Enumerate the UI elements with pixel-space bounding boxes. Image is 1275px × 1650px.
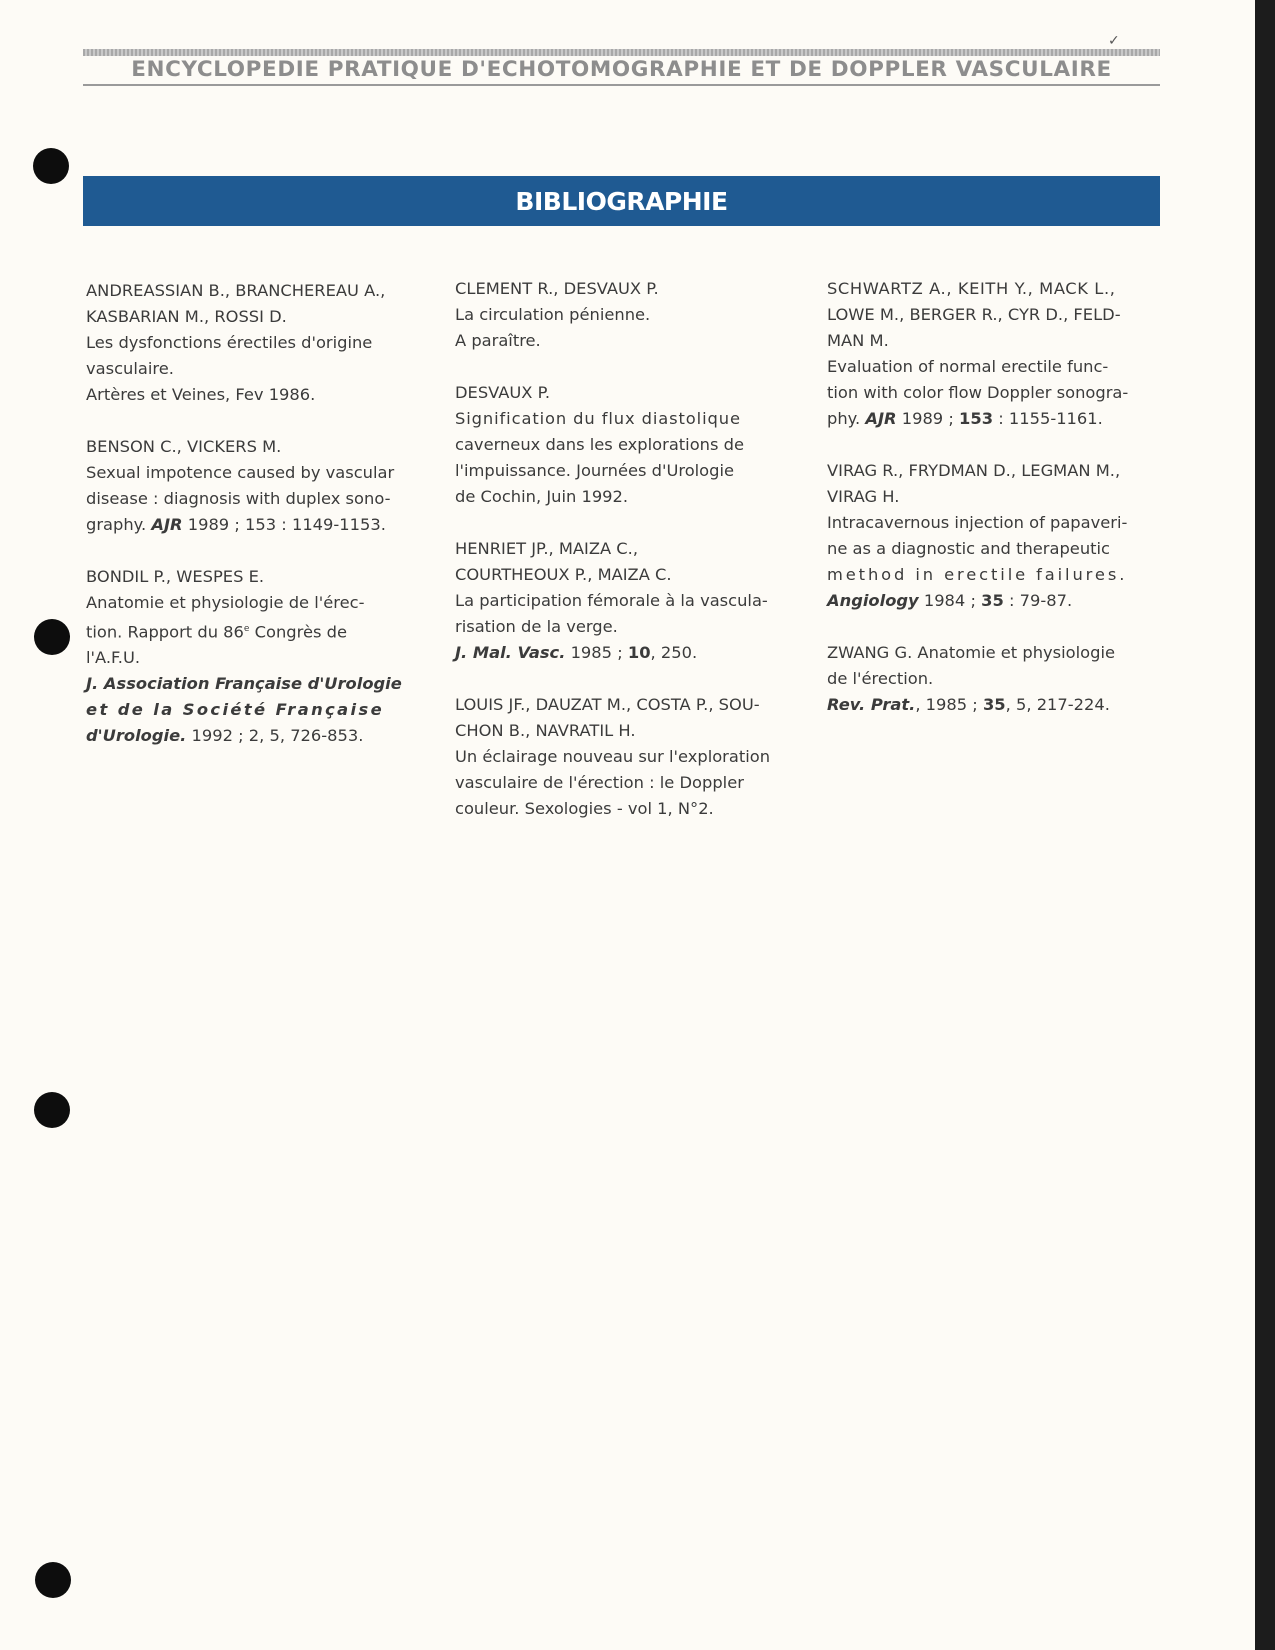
reference-authors: BONDIL P., WESPES E. bbox=[86, 567, 265, 586]
binder-hole-2 bbox=[34, 619, 70, 655]
reference-authors: LOUIS JF., DAUZAT M., COSTA P., SOU- bbox=[455, 695, 760, 714]
bibliography-column-2 bbox=[455, 276, 791, 848]
bibliography-column-1 bbox=[86, 278, 420, 775]
reference-authors: ANDREASSIAN B., BRANCHEREAU A., bbox=[86, 281, 386, 300]
reference-volume: 35 bbox=[982, 695, 1006, 714]
reference-title: tion with color flow Doppler sonogra- bbox=[827, 383, 1129, 402]
reference-journal: Angiology bbox=[827, 591, 919, 610]
section-title: BIBLIOGRAPHIE bbox=[515, 186, 728, 216]
reference-title bbox=[86, 616, 347, 645]
reference-text: de l'érection. bbox=[827, 669, 934, 688]
reference-volume: 153 bbox=[245, 515, 277, 534]
reference-journal bbox=[86, 697, 420, 723]
reference-journal: d'Urologie. bbox=[86, 726, 187, 746]
reference-authors: CHON B., NAVRATIL H. bbox=[455, 721, 636, 740]
reference-journal: Rev. Prat. bbox=[827, 695, 916, 714]
reference-source: Artères et Veines, Fev 1986. bbox=[86, 385, 316, 404]
reference-pages: : 79-87. bbox=[1009, 591, 1073, 610]
reference-title: Evaluation of normal erectile func- bbox=[827, 357, 1109, 376]
reference-text: vasculaire de l'érection : le Doppler bbox=[455, 773, 744, 792]
reference-journal: J. Mal. Vasc. bbox=[455, 643, 566, 662]
reference-title: method in erectile failures. bbox=[827, 565, 1128, 584]
reference-authors: MAN M. bbox=[827, 331, 889, 350]
reference-benson bbox=[86, 434, 420, 538]
reference-authors: LOWE M., BERGER R., CYR D., FELD- bbox=[827, 305, 1121, 324]
reference-citation-line bbox=[827, 588, 1163, 614]
reference-text: de Cochin, Juin 1992. bbox=[455, 487, 629, 506]
reference-zwang bbox=[827, 640, 1163, 718]
reference-title: Anatomie et physiologie de l'érec- bbox=[86, 593, 365, 612]
reference-year: 1985 ; bbox=[570, 643, 623, 662]
reference-citation-line bbox=[827, 406, 1163, 432]
reference-text: caverneux dans les explorations de bbox=[455, 435, 744, 454]
reference-text: ZWANG G. Anatomie et physiologie bbox=[827, 643, 1115, 662]
bibliography-column-3 bbox=[827, 276, 1163, 744]
reference-authors: VIRAG R., FRYDMAN D., LEGMAN M., bbox=[827, 461, 1121, 480]
reference-journal: AJR bbox=[865, 409, 897, 428]
reference-pages: , 250. bbox=[650, 643, 698, 662]
reference-title-part: tion. Rapport du 86 bbox=[86, 622, 244, 642]
reference-citation-line bbox=[455, 640, 791, 666]
reference-clement bbox=[455, 276, 791, 354]
reference-superscript: e bbox=[243, 624, 250, 634]
reference-title: La participation fémorale à la vascula- bbox=[455, 591, 768, 610]
reference-title: phy. bbox=[827, 409, 861, 428]
reference-volume: 35 bbox=[981, 591, 1004, 610]
reference-title: graphy. bbox=[86, 515, 147, 534]
reference-details: 1992 ; 2, 5, 726-853. bbox=[191, 726, 364, 746]
binder-hole-1 bbox=[33, 148, 69, 184]
reference-volume: 153 bbox=[959, 409, 994, 428]
reference-pages: : 1155-1161. bbox=[998, 409, 1103, 428]
running-header bbox=[83, 49, 1160, 86]
reference-title-part: Congrès de bbox=[249, 622, 347, 642]
reference-citation-line bbox=[827, 692, 1163, 718]
reference-year: 1989 ; bbox=[901, 409, 954, 428]
reference-pages: , 5, 217-224. bbox=[1005, 695, 1110, 714]
reference-note: A paraître. bbox=[455, 331, 541, 350]
header-rule bbox=[83, 84, 1160, 86]
reference-text: couleur. Sexologies - vol 1, N°2. bbox=[455, 799, 714, 818]
reference-pages: : 1149-1153. bbox=[281, 515, 386, 534]
reference-louis bbox=[455, 692, 791, 822]
reference-citation-line bbox=[86, 512, 420, 538]
reference-title-line bbox=[86, 616, 420, 645]
running-header-title: ENCYCLOPEDIE PRATIQUE D'ECHOTOMOGRAPHIE ET DE DOPPLER VASCULAIRE bbox=[131, 57, 1112, 82]
reference-title: Les dysfonctions érectiles d'origine bbox=[86, 333, 373, 352]
reference-bondil bbox=[86, 564, 420, 749]
header-pattern-band bbox=[83, 49, 1160, 56]
reference-title: Sexual impotence caused by vascular bbox=[86, 463, 395, 482]
reference-year: 1989 ; bbox=[187, 515, 240, 534]
page-edge-shadow bbox=[1255, 0, 1275, 1650]
reference-title: La circulation pénienne. bbox=[455, 305, 651, 324]
reference-title: vasculaire. bbox=[86, 359, 174, 378]
reference-authors: VIRAG H. bbox=[827, 487, 900, 506]
reference-authors: KASBARIAN M., ROSSI D. bbox=[86, 307, 287, 326]
reference-year: , 1985 ; bbox=[915, 695, 978, 714]
reference-authors: CLEMENT R., DESVAUX P. bbox=[455, 279, 659, 298]
reference-virag bbox=[827, 458, 1163, 614]
reference-authors: DESVAUX P. bbox=[455, 383, 551, 402]
section-banner bbox=[83, 176, 1160, 226]
corner-pen-mark: ✓ bbox=[1108, 32, 1120, 48]
reference-schwartz bbox=[827, 276, 1163, 432]
reference-journal-part: et de la Société Française bbox=[86, 700, 385, 720]
reference-title: risation de la verge. bbox=[455, 617, 618, 636]
reference-authors: COURTHEOUX P., MAIZA C. bbox=[455, 565, 672, 584]
reference-text: Un éclairage nouveau sur l'exploration bbox=[455, 747, 771, 766]
reference-year: 1984 ; bbox=[923, 591, 976, 610]
binder-hole-4 bbox=[35, 1562, 71, 1598]
reference-authors: HENRIET JP., MAIZA C., bbox=[455, 539, 639, 558]
reference-authors: SCHWARTZ A., KEITH Y., MACK L., bbox=[827, 279, 1116, 298]
reference-title: l'A.F.U. bbox=[86, 648, 141, 668]
reference-authors: BENSON C., VICKERS M. bbox=[86, 437, 282, 456]
reference-title: Intracavernous injection of papaveri- bbox=[827, 513, 1128, 532]
reference-henriet bbox=[455, 536, 791, 666]
reference-andreassian bbox=[86, 278, 420, 408]
reference-title: ne as a diagnostic and therapeutic bbox=[827, 539, 1110, 558]
binder-hole-3 bbox=[34, 1092, 70, 1128]
reference-text: Signification du flux diastolique bbox=[455, 409, 741, 428]
reference-desvaux bbox=[455, 380, 791, 510]
reference-title: disease : diagnosis with duplex sono- bbox=[86, 489, 391, 508]
reference-journal: AJR bbox=[151, 515, 183, 534]
reference-text: l'impuissance. Journées d'Urologie bbox=[455, 461, 735, 480]
reference-citation-line bbox=[86, 723, 420, 749]
reference-volume: 10 bbox=[627, 643, 651, 662]
reference-journal: J. Association Française d'Urologie bbox=[86, 674, 402, 694]
